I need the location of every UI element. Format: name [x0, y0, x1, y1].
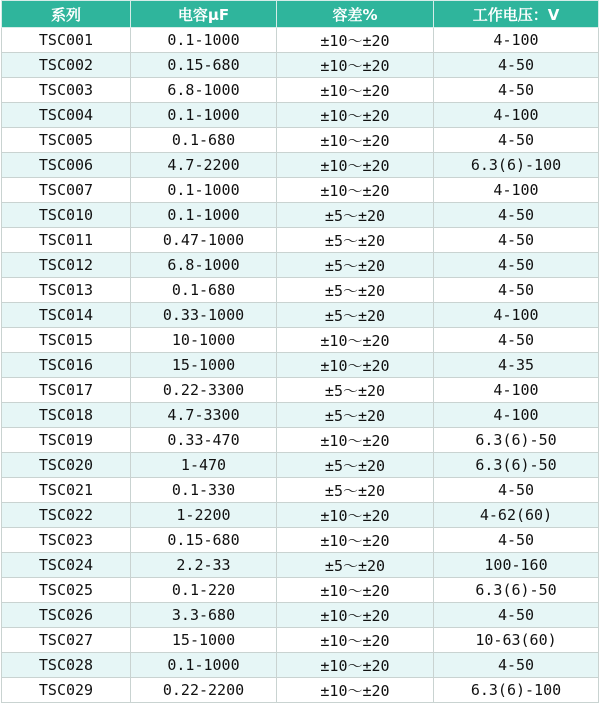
table-row: [2, 653, 599, 678]
cell-tolerance: ±10～±20: [277, 603, 434, 628]
cell-series: TSC007: [2, 178, 131, 203]
table-header: [2, 1, 599, 28]
cell-voltage: 100-160: [434, 553, 599, 578]
cell-series: TSC029: [2, 678, 131, 703]
header-capacitance: 电容μF: [131, 1, 277, 28]
cell-voltage: 4-100: [434, 378, 599, 403]
cell-capacitance: 0.1-220: [131, 578, 277, 603]
cell-tolerance: ±5～±20: [277, 478, 434, 503]
table-row: [2, 378, 599, 403]
table-row: [2, 28, 599, 53]
cell-tolerance: ±5～±20: [277, 303, 434, 328]
table-row: [2, 303, 599, 328]
cell-capacitance: 0.1-680: [131, 278, 277, 303]
cell-voltage: 6.3(6)-100: [434, 153, 599, 178]
cell-series: TSC011: [2, 228, 131, 253]
cell-capacitance: 0.22-3300: [131, 378, 277, 403]
table-row: [2, 153, 599, 178]
cell-capacitance: 0.1-1000: [131, 653, 277, 678]
cell-voltage: 6.3(6)-100: [434, 678, 599, 703]
cell-series: TSC004: [2, 103, 131, 128]
cell-tolerance: ±10～±20: [277, 153, 434, 178]
table-row: [2, 553, 599, 578]
cell-series: TSC010: [2, 203, 131, 228]
header-tolerance: 容差%: [277, 1, 434, 28]
cell-voltage: 4-62(60): [434, 503, 599, 528]
cell-capacitance: 0.33-1000: [131, 303, 277, 328]
cell-series: TSC006: [2, 153, 131, 178]
table-row: [2, 578, 599, 603]
cell-voltage: 4-100: [434, 178, 599, 203]
cell-series: TSC003: [2, 78, 131, 103]
cell-series: TSC025: [2, 578, 131, 603]
cell-series: TSC021: [2, 478, 131, 503]
table-row: [2, 253, 599, 278]
cell-tolerance: ±10～±20: [277, 678, 434, 703]
cell-series: TSC027: [2, 628, 131, 653]
cell-capacitance: 3.3-680: [131, 603, 277, 628]
table-row: [2, 128, 599, 153]
cell-capacitance: 15-1000: [131, 353, 277, 378]
cell-series: TSC012: [2, 253, 131, 278]
cell-voltage: 6.3(6)-50: [434, 453, 599, 478]
cell-voltage: 4-50: [434, 53, 599, 78]
header-series: 系列: [2, 1, 131, 28]
cell-tolerance: ±10～±20: [277, 503, 434, 528]
cell-tolerance: ±10～±20: [277, 128, 434, 153]
cell-voltage: 4-50: [434, 603, 599, 628]
cell-capacitance: 0.1-1000: [131, 28, 277, 53]
cell-capacitance: 6.8-1000: [131, 253, 277, 278]
cell-tolerance: ±10～±20: [277, 428, 434, 453]
cell-series: TSC026: [2, 603, 131, 628]
table-row: [2, 453, 599, 478]
cell-voltage: 4-50: [434, 203, 599, 228]
cell-tolerance: ±5～±20: [277, 278, 434, 303]
cell-tolerance: ±10～±20: [277, 78, 434, 103]
cell-voltage: 4-100: [434, 28, 599, 53]
cell-tolerance: ±5～±20: [277, 378, 434, 403]
cell-tolerance: ±10～±20: [277, 528, 434, 553]
cell-capacitance: 1-470: [131, 453, 277, 478]
cell-voltage: 4-50: [434, 328, 599, 353]
table-row: [2, 53, 599, 78]
cell-capacitance: 0.1-330: [131, 478, 277, 503]
table-row: [2, 603, 599, 628]
cell-series: TSC002: [2, 53, 131, 78]
cell-series: TSC015: [2, 328, 131, 353]
cell-capacitance: 0.1-1000: [131, 178, 277, 203]
table-row: [2, 203, 599, 228]
table-row: [2, 628, 599, 653]
cell-tolerance: ±10～±20: [277, 178, 434, 203]
cell-tolerance: ±10～±20: [277, 328, 434, 353]
header-working-voltage: 工作电压：V: [434, 1, 599, 28]
cell-voltage: 4-100: [434, 103, 599, 128]
cell-series: TSC023: [2, 528, 131, 553]
cell-capacitance: 0.33-470: [131, 428, 277, 453]
cell-series: TSC016: [2, 353, 131, 378]
cell-tolerance: ±10～±20: [277, 53, 434, 78]
header-row: [2, 1, 599, 28]
cell-capacitance: 0.47-1000: [131, 228, 277, 253]
cell-tolerance: ±10～±20: [277, 353, 434, 378]
cell-voltage: 4-100: [434, 303, 599, 328]
cell-voltage: 4-50: [434, 528, 599, 553]
cell-tolerance: ±5～±20: [277, 553, 434, 578]
cell-voltage: 4-50: [434, 78, 599, 103]
cell-capacitance: 0.1-1000: [131, 103, 277, 128]
cell-series: TSC022: [2, 503, 131, 528]
cell-voltage: 4-50: [434, 478, 599, 503]
cell-capacitance: 1-2200: [131, 503, 277, 528]
table-row: [2, 478, 599, 503]
cell-capacitance: 0.15-680: [131, 528, 277, 553]
cell-capacitance: 0.22-2200: [131, 678, 277, 703]
cell-series: TSC018: [2, 403, 131, 428]
capacitor-series-table: [1, 0, 599, 703]
cell-tolerance: ±10～±20: [277, 628, 434, 653]
table-row: [2, 178, 599, 203]
cell-series: TSC013: [2, 278, 131, 303]
table-row: [2, 428, 599, 453]
table-row: [2, 278, 599, 303]
cell-capacitance: 0.1-1000: [131, 203, 277, 228]
cell-series: TSC019: [2, 428, 131, 453]
table-row: [2, 228, 599, 253]
table-row: [2, 678, 599, 703]
table-row: [2, 328, 599, 353]
cell-series: TSC017: [2, 378, 131, 403]
cell-series: TSC028: [2, 653, 131, 678]
table-row: [2, 403, 599, 428]
cell-series: TSC005: [2, 128, 131, 153]
table-body: [2, 28, 599, 703]
cell-capacitance: 0.1-680: [131, 128, 277, 153]
cell-tolerance: ±10～±20: [277, 653, 434, 678]
table-row: [2, 528, 599, 553]
cell-tolerance: ±5～±20: [277, 203, 434, 228]
cell-voltage: 4-50: [434, 253, 599, 278]
cell-capacitance: 2.2-33: [131, 553, 277, 578]
cell-voltage: 4-35: [434, 353, 599, 378]
cell-tolerance: ±5～±20: [277, 453, 434, 478]
table-row: [2, 353, 599, 378]
cell-capacitance: 10-1000: [131, 328, 277, 353]
cell-capacitance: 4.7-3300: [131, 403, 277, 428]
cell-tolerance: ±5～±20: [277, 228, 434, 253]
cell-voltage: 4-50: [434, 653, 599, 678]
cell-voltage: 4-50: [434, 128, 599, 153]
table-row: [2, 78, 599, 103]
cell-voltage: 4-100: [434, 403, 599, 428]
cell-tolerance: ±10～±20: [277, 103, 434, 128]
cell-tolerance: ±5～±20: [277, 403, 434, 428]
cell-series: TSC020: [2, 453, 131, 478]
cell-tolerance: ±10～±20: [277, 578, 434, 603]
cell-voltage: 4-50: [434, 228, 599, 253]
cell-tolerance: ±5～±20: [277, 253, 434, 278]
cell-voltage: 6.3(6)-50: [434, 578, 599, 603]
cell-series: TSC014: [2, 303, 131, 328]
cell-tolerance: ±10～±20: [277, 28, 434, 53]
table-row: [2, 503, 599, 528]
cell-capacitance: 4.7-2200: [131, 153, 277, 178]
cell-voltage: 6.3(6)-50: [434, 428, 599, 453]
cell-capacitance: 15-1000: [131, 628, 277, 653]
cell-voltage: 10-63(60): [434, 628, 599, 653]
table-row: [2, 103, 599, 128]
cell-series: TSC001: [2, 28, 131, 53]
cell-series: TSC024: [2, 553, 131, 578]
cell-capacitance: 6.8-1000: [131, 78, 277, 103]
cell-capacitance: 0.15-680: [131, 53, 277, 78]
cell-voltage: 4-50: [434, 278, 599, 303]
